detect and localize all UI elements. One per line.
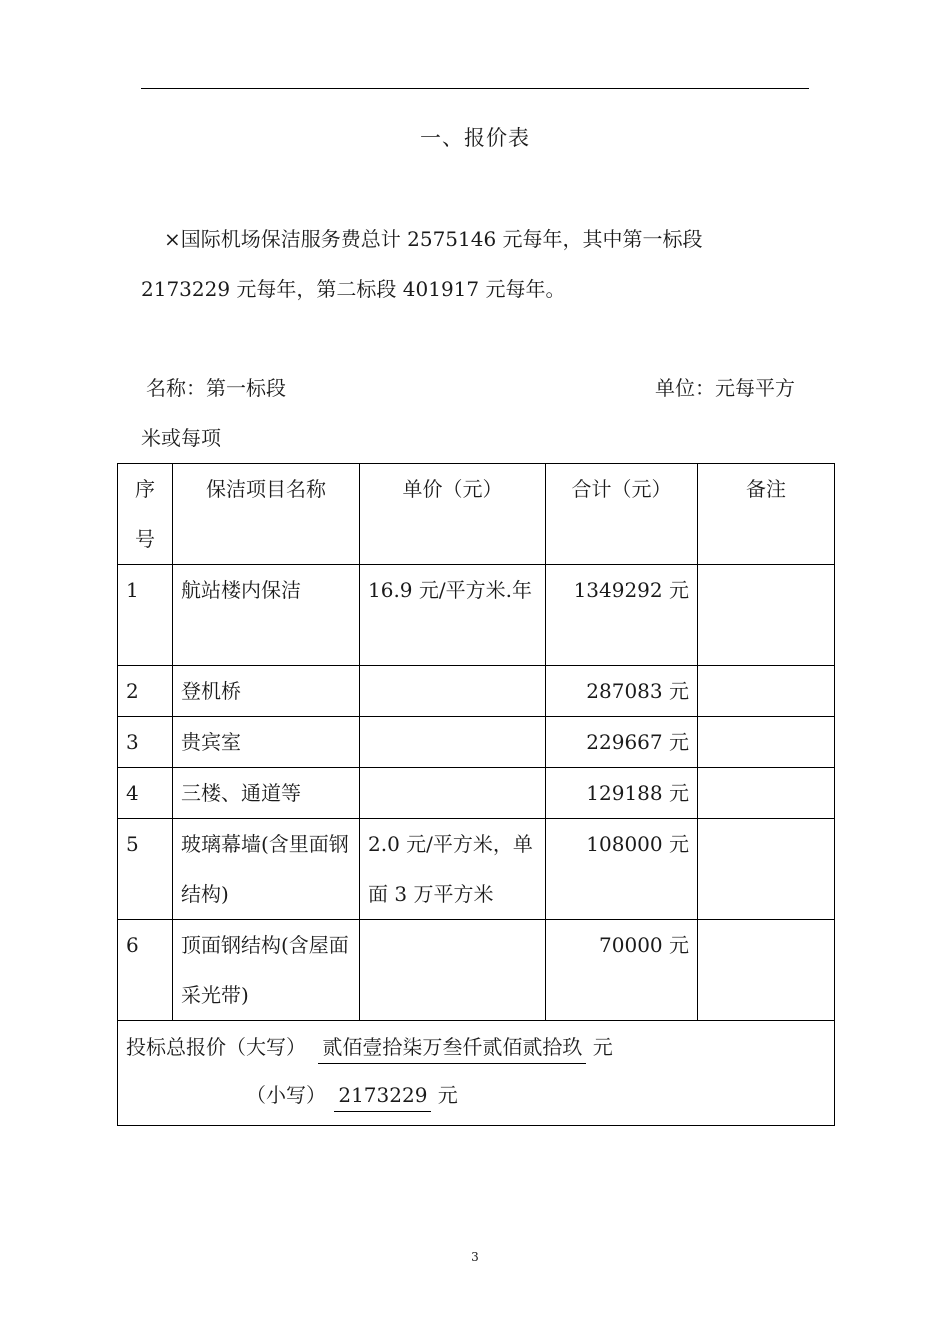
row-unit-price bbox=[360, 717, 546, 768]
row-total: 1349292 元 bbox=[546, 565, 698, 666]
row-item: 航站楼内保洁 bbox=[173, 565, 360, 666]
summary-unit-upper: 元 bbox=[592, 1035, 613, 1059]
table-row bbox=[118, 565, 835, 666]
summary-lower-line bbox=[126, 1073, 826, 1119]
row-unit-price: 2.0 元/平方米，单面 3 万平方米 bbox=[360, 819, 546, 920]
row-unit-price: 16.9 元/平方米.年 bbox=[360, 565, 546, 666]
summary-unit-lower: 元 bbox=[437, 1083, 458, 1107]
row-item: 三楼、通道等 bbox=[173, 768, 360, 819]
header-rule bbox=[141, 88, 809, 89]
table-row bbox=[118, 666, 835, 717]
intro-line-1: ×国际机场保洁服务费总计 2575146 元每年，其中第一标段 bbox=[164, 227, 703, 251]
row-item: 贵宾室 bbox=[173, 717, 360, 768]
table-row bbox=[118, 920, 835, 1021]
intro-line-2: 2173229 元每年，第二标段 401917 元每年。 bbox=[141, 277, 566, 301]
row-remark bbox=[698, 768, 835, 819]
row-item: 玻璃幕墙(含里面钢结构) bbox=[173, 819, 360, 920]
header-remark: 备注 bbox=[698, 464, 835, 565]
table-header-row bbox=[118, 464, 835, 565]
summary-row bbox=[118, 1021, 835, 1126]
row-index: 2 bbox=[118, 666, 173, 717]
row-index: 6 bbox=[118, 920, 173, 1021]
row-total: 229667 元 bbox=[546, 717, 698, 768]
unit-label-line-1: 单位：元每平方 bbox=[655, 376, 795, 400]
row-unit-price bbox=[360, 768, 546, 819]
table-row bbox=[118, 819, 835, 920]
row-remark bbox=[698, 819, 835, 920]
header-total: 合计（元） bbox=[546, 464, 698, 565]
row-index: 3 bbox=[118, 717, 173, 768]
header-index: 序号 bbox=[118, 464, 173, 565]
row-index: 5 bbox=[118, 819, 173, 920]
row-unit-price bbox=[360, 666, 546, 717]
summary-label-lower: （小写） bbox=[246, 1083, 326, 1107]
header-item: 保洁项目名称 bbox=[173, 464, 360, 565]
row-index: 1 bbox=[118, 565, 173, 666]
table-row bbox=[118, 717, 835, 768]
row-remark bbox=[698, 920, 835, 1021]
summary-upper-line bbox=[126, 1025, 826, 1073]
summary-label-upper: 投标总报价（大写） bbox=[126, 1035, 306, 1059]
summary-cell bbox=[118, 1021, 835, 1126]
row-total: 287083 元 bbox=[546, 666, 698, 717]
name-label: 名称：第一标段 bbox=[146, 376, 286, 400]
summary-amount-lower: 2173229 bbox=[334, 1079, 431, 1112]
row-remark bbox=[698, 717, 835, 768]
summary-amount-upper: 贰佰壹拾柒万叁仟贰佰贰拾玖 bbox=[318, 1031, 586, 1064]
quote-table bbox=[117, 463, 835, 1126]
row-item: 登机桥 bbox=[173, 666, 360, 717]
row-unit-price bbox=[360, 920, 546, 1021]
unit-label-line-2: 米或每项 bbox=[141, 426, 221, 450]
row-index: 4 bbox=[118, 768, 173, 819]
table-row bbox=[118, 768, 835, 819]
row-total: 129188 元 bbox=[546, 768, 698, 819]
row-remark bbox=[698, 565, 835, 666]
row-total: 108000 元 bbox=[546, 819, 698, 920]
page-number: 3 bbox=[471, 1250, 479, 1264]
header-unit-price: 单价（元） bbox=[360, 464, 546, 565]
row-total: 70000 元 bbox=[546, 920, 698, 1021]
row-remark bbox=[698, 666, 835, 717]
row-item: 顶面钢结构(含屋面采光带) bbox=[173, 920, 360, 1021]
section-title: 一、报价表 bbox=[420, 126, 530, 150]
